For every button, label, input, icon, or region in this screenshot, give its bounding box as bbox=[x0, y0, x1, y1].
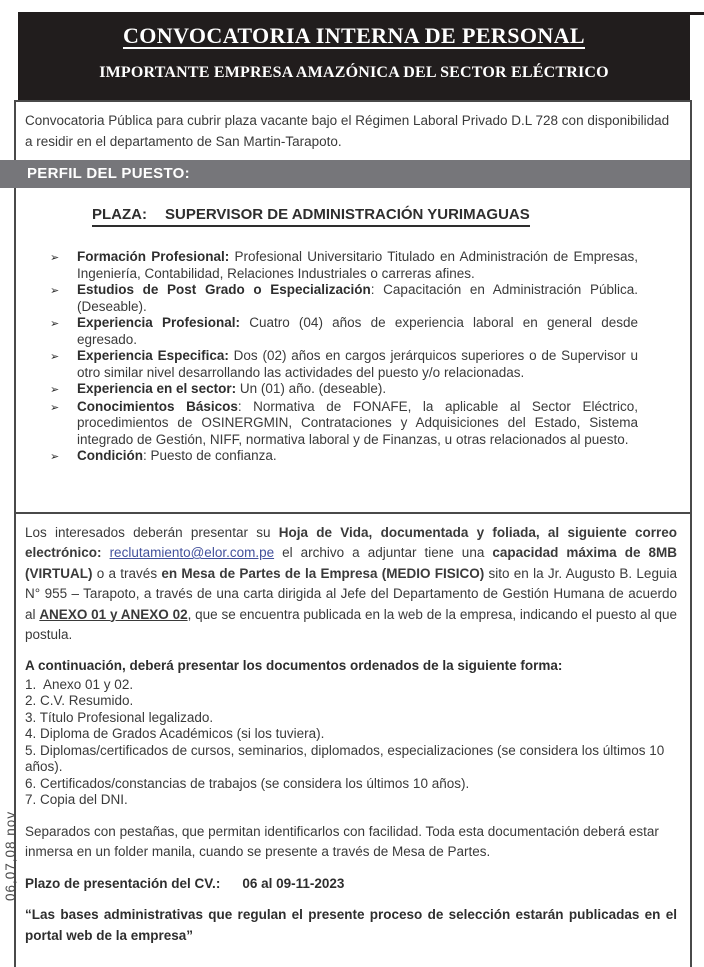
side-note-vertical: 06,07,08 nov bbox=[3, 810, 18, 901]
page-title: CONVOCATORIA INTERNA DE PERSONAL bbox=[122, 23, 585, 48]
requirement-label: Condición bbox=[77, 448, 143, 463]
email-link[interactable]: reclutamiento@elor.com.pe bbox=[109, 545, 275, 560]
text-run: Hoja de Vida, documentada y foliada, al siguiente correo electrónico: bbox=[25, 524, 677, 560]
requirement-item bbox=[50, 348, 638, 381]
requirement-label: Estudios de Post Grado o Especialización bbox=[77, 282, 371, 297]
arrow-bullet-icon: ➢ bbox=[50, 285, 60, 297]
text-run: Los interesados deberán presentar su bbox=[25, 524, 279, 540]
requirement-text: Un (01) año. (deseable). bbox=[236, 381, 387, 396]
arrow-bullet-icon: ➢ bbox=[50, 451, 60, 463]
list-item: 4. Diploma de Grados Académicos (si los tuviera). bbox=[25, 726, 325, 741]
document-body bbox=[14, 100, 692, 967]
application-section bbox=[16, 512, 690, 967]
text-run: sito en la Jr. Augusto B. Leguia N° 955 – Tarapoto, a través de una carta dirigida al Jefe del Departamento de Gestión Humana de acuerdo al bbox=[25, 565, 677, 622]
requirement-label: Conocimientos Básicos bbox=[77, 398, 238, 414]
text-run bbox=[102, 545, 110, 560]
requirement-label: Experiencia Especifica: bbox=[77, 348, 229, 363]
requirement-label: Experiencia en el sector: bbox=[77, 381, 237, 396]
header-banner bbox=[18, 12, 690, 101]
text-run: el archivo a adjuntar tiene una bbox=[274, 545, 493, 560]
text-run: o a través bbox=[92, 565, 162, 581]
requirement-item bbox=[50, 249, 638, 282]
arrow-bullet-icon: ➢ bbox=[50, 351, 60, 363]
requirement-label: Formación Profesional: bbox=[77, 249, 230, 264]
position-label: PLAZA: bbox=[92, 206, 147, 223]
list-item: 3. Título Profesional legalizado. bbox=[25, 709, 214, 725]
text-run: ANEXO 01 y ANEXO 02 bbox=[39, 606, 188, 622]
list-item: 2. C.V. Resumido. bbox=[25, 693, 134, 708]
documents-heading: A continuación, deberá presentar los documentos ordenados de la siguiente forma: bbox=[25, 657, 563, 673]
footer-quote: “Las bases administrativas que regulan el presente proceso de selección estarán publicadas en el portal web de la empresa” bbox=[25, 906, 677, 943]
text-run: en Mesa de Partes de la Empresa (MEDIO FISICO) bbox=[161, 565, 485, 581]
deadline-label: Plazo de presentación del CV.: bbox=[25, 875, 221, 891]
list-item: 7. Copia del DNI. bbox=[25, 792, 128, 807]
arrow-bullet-icon: ➢ bbox=[50, 401, 60, 414]
documents-list bbox=[25, 677, 677, 809]
requirement-text: : Puesto de confianza. bbox=[143, 448, 277, 463]
position-value: SUPERVISOR DE ADMINISTRACIÓN YURIMAGUAS bbox=[165, 206, 530, 223]
text-run: capacidad máxima de 8MB (VIRTUAL) bbox=[25, 545, 677, 581]
page-subtitle: IMPORTANTE EMPRESA AMAZÓNICA DEL SECTOR ELÉCTRICO bbox=[99, 64, 609, 81]
requirement-text: : Capacitación en Administración Pública. (Deseable). bbox=[77, 282, 638, 314]
requirement-label: Experiencia Profesional: bbox=[77, 315, 241, 330]
application-paragraph bbox=[25, 523, 677, 646]
deadline-value: 06 al 09-11-2023 bbox=[242, 875, 345, 891]
perfil-section bbox=[16, 188, 690, 512]
position-heading bbox=[92, 206, 530, 227]
requirement-text: Dos (02) años en cargos jerárquicos superiores o de Supervisor u otro similar nivel desarrollando las actividades del puesto y/o relacionadas. bbox=[77, 348, 639, 380]
requirement-item bbox=[50, 282, 638, 315]
list-item: 1. Anexo 01 y 02. bbox=[25, 676, 134, 692]
arrow-bullet-icon: ➢ bbox=[50, 384, 60, 396]
folder-note: Separados con pestañas, que permitan identificarlos con facilidad. Toda esta documentación deberá estar inmersa en un folder manila, cuando se presente a través de Mesa de Partes. bbox=[25, 823, 659, 859]
list-item: 5. Diplomas/certificados de cursos, seminarios, diplomados, especializaciones (se considera los últimos 10 años). bbox=[25, 742, 669, 774]
requirement-text: Profesional Universitario Titulado en Administración de Empresas, Ingeniería, Contabilidad, Relaciones Industriales o carreras afines. bbox=[77, 249, 638, 281]
requirement-item bbox=[50, 315, 638, 348]
requirement-text: : Normativa de FONAFE, la aplicable al Sector Eléctrico, procedimientos de OSINERGMIN, Contrataciones y Adquisiciones del Estado, Sistema integrado de Gestión, NIFF, normativa laboral y de Finanzas, u otras relacionados al puesto. bbox=[77, 398, 638, 447]
intro-paragraph: Convocatoria Pública para cubrir plaza vacante bajo el Régimen Laboral Privado D.L 728 con disponibilidad a residir en el departamento de San Martin-Tarapoto. bbox=[25, 113, 670, 149]
arrow-bullet-icon: ➢ bbox=[50, 252, 60, 264]
list-item: 6. Certificados/constancias de trabajos (se considera los últimos 10 años). bbox=[25, 775, 470, 791]
requirements-list bbox=[50, 249, 638, 466]
deadline-line bbox=[25, 876, 677, 891]
requirement-item bbox=[50, 399, 638, 449]
text-run: , que se encuentra publicada en la web de la empresa, indicando el puesto al que postula. bbox=[25, 606, 677, 642]
requirement-text: Cuatro (04) años de experiencia laboral en general desde egresado. bbox=[77, 315, 638, 347]
requirement-item bbox=[50, 381, 638, 399]
section-header-perfil: PERFIL DEL PUESTO: bbox=[0, 160, 690, 188]
requirement-item bbox=[50, 448, 638, 466]
arrow-bullet-icon: ➢ bbox=[50, 318, 60, 330]
